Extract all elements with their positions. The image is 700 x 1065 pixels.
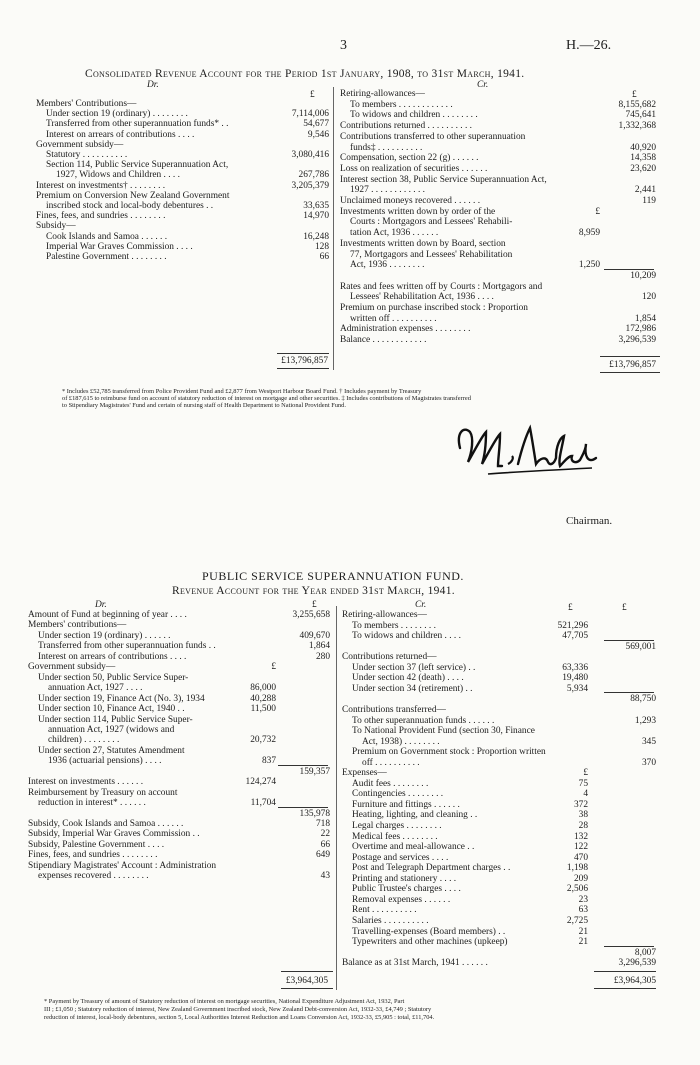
ca-right-entry-label: Lessees' Rehabilitation Act, 1936 . . . . (350, 292, 494, 303)
ps-right-entry-amount: 372 (573, 799, 588, 810)
ps-left-entry-label: Government subsidy— (28, 662, 116, 673)
ps-right-entry-label: Travelling-expenses (Board members) . . (352, 926, 506, 937)
ca-right-entry-amount: 1,854 (634, 313, 656, 324)
ps-left-entry-label: Transferred from other superannuation funds . . (38, 641, 216, 652)
ps-heading: PUBLIC SERVICE SUPERANNUATION FUND. (202, 569, 464, 583)
ca-left-total-rule-bottom (277, 368, 329, 369)
ca-footnote-2: of £187,615 to reimburse fund on account of statutory reduction of interest on mortgage and other securities. ‡ Includes contributions of Magistrates transferred (62, 395, 471, 402)
ps-right-entry-amount: 521,296 (557, 620, 588, 631)
ps-right-entry-label: Balance as at 31st March, 1941 . . . . . . (342, 958, 488, 969)
ca-dr-label: Dr. (147, 80, 159, 90)
ps-right-total-rule-top (594, 971, 656, 972)
ps-right-entry-amount: 75 (578, 778, 588, 789)
ca-right-entry-label: Contributions returned . . . . . . . . . . (340, 121, 473, 132)
ps-right-entry-label: Medical fees . . . . . . . . (352, 831, 438, 842)
ps-right-entry-amount: 2,725 (566, 915, 588, 926)
ps-left-entry-amount: 11,704 (250, 798, 276, 809)
ps-left-total: £3,964,305 (285, 976, 328, 986)
ca-left-entry-amount: 14,970 (303, 211, 329, 222)
ca-right-entry-label: Balance . . . . . . . . . . . . (340, 335, 427, 346)
ca-right-entry-amount: 2,441 (634, 185, 656, 196)
ca-right-entry-amount: 1,332,368 (618, 121, 656, 132)
ps-left-total-rule-top (281, 971, 333, 972)
ps-right-entry-label: To National Provident Fund (section 30, Finance (352, 726, 535, 737)
ca-left-entry-label: Cook Islands and Samoa . . . . . . (46, 231, 168, 242)
ps-right-entry-label: Removal expenses . . . . . . (352, 894, 451, 905)
ps-right-entry-label: Overtime and meal-allowance . . (352, 842, 475, 853)
ps-right-entry-amount: 21 (578, 926, 588, 937)
ca-left-entry-label: Interest on arrears of contributions . . . . (46, 129, 195, 140)
ps-left-entry-label: Under section 19, Finance Act (No. 3), 1934 (38, 693, 205, 704)
ps-right-entry-amount: 345 (641, 736, 656, 747)
ca-left-entry-label: Imperial War Graves Commission . . . . (46, 241, 193, 252)
ps-right-entry-label: Rent . . . . . . . . . . (352, 905, 417, 916)
ps-right-entry-label: Public Trustee's charges . . . . (352, 884, 461, 895)
ca-right-entry-label: 1927 . . . . . . . . . . . . (350, 185, 425, 196)
ps-right-entry-label: Under section 42 (death) . . . . (352, 673, 464, 684)
ca-left-entry-label: Interest on investments† . . . . . . . . (36, 180, 166, 191)
ca-right-entry-label: Interest section 38, Public Service Superannuation Act, (340, 174, 547, 185)
ps-right-entry-label: Under section 34 (retirement) . . (352, 683, 473, 694)
ca-left-pound-sign: £ (310, 90, 315, 100)
ps-right-entry-amount: 19,480 (562, 673, 588, 684)
ps-right-entry-amount: 5,934 (566, 683, 588, 694)
ps-left-entry-amount: 3,255,658 (292, 610, 330, 620)
ps-right-entry-amount: 370 (641, 757, 656, 768)
ca-right-pound-sign: £ (632, 90, 637, 100)
ps-left-entry-label: expenses recovered . . . . . . . . (38, 871, 149, 882)
ca-left-entry-label: 1927, Widows and Children . . . . (56, 170, 180, 181)
ps-right-entry-label: To members . . . . . . . . (352, 620, 436, 631)
ps-right-entry-amount: 47,705 (562, 631, 588, 642)
ca-cr-label: Cr. (477, 80, 489, 90)
ca-right-entry-label: funds‡ . . . . . . . . . . (350, 142, 423, 153)
ca-column-divider (333, 87, 334, 370)
page-number: 3 (340, 38, 347, 53)
ca-left-entry-amount: 33,635 (303, 201, 329, 211)
ca-right-entry-amount: £ (595, 206, 600, 217)
ps-left-entry-amount: 409,670 (299, 630, 330, 641)
ca-left-entry-label: inscribed stock and local-body debentures . . (46, 201, 214, 211)
ps-left-pound-sign: £ (312, 600, 317, 610)
ca-right-entry-amount: 3,296,539 (618, 335, 656, 346)
ps-left-subtotal-rule (278, 765, 328, 766)
ps-right-entry-amount: 8,007 (634, 947, 656, 958)
ca-left-total: £13,796,857 (281, 356, 328, 366)
ps-left-entry-amount: 11,500 (250, 704, 276, 715)
ps-left-entry-label: Interest on investments . . . . . . (28, 777, 144, 788)
ps-right-entry-amount: 132 (573, 831, 588, 842)
ca-left-entry-label: Statutory . . . . . . . . . . (46, 150, 128, 160)
ca-right-entry-label: Unclaimed moneys recovered . . . . . . (340, 196, 481, 206)
signatory-title: Chairman. (566, 515, 613, 527)
ps-right-entry-amount: 569,001 (625, 641, 656, 652)
ca-right-entry-label: Retiring-allowances— (340, 89, 425, 99)
ps-right-entry-amount: 28 (578, 821, 588, 831)
ca-left-entry-label: Members' Contributions— (36, 99, 137, 109)
ca-right-entry-label: Investments written down by Board, section (340, 238, 506, 249)
ca-right-entry-label: Premium on purchase inscribed stock : Proportion (340, 303, 528, 313)
ca-right-entry-amount: 10,209 (630, 270, 656, 281)
ca-right-entry-label: Act, 1936 . . . . . . . . (350, 260, 425, 271)
ca-right-entry-amount: 119 (642, 196, 656, 206)
ps-left-entry-amount: 20,732 (250, 735, 276, 746)
ca-left-entry-label: Under section 19 (ordinary) . . . . . . . . (46, 109, 188, 120)
ps-left-entry-amount: 40,288 (250, 693, 276, 704)
ps-right-entry-label: Expenses— (342, 768, 387, 779)
ca-left-entry-label: Premium on Conversion New Zealand Government (36, 190, 230, 201)
ps-left-entry-label: 1936 (actuarial pensions) . . . . (48, 756, 162, 767)
ca-right-entry-label: 77, Mortgagors and Lessees' Rehabilitation (350, 249, 513, 260)
ps-left-entry-label: annuation Act, 1927 . . . . (48, 683, 143, 694)
ps-right-pound-sign-2: £ (622, 603, 627, 613)
ps-right-entry-amount: £ (583, 768, 588, 779)
ca-right-entry-amount: 14,358 (630, 153, 656, 164)
ps-title: Revenue Account for the Year ended 31st March, 1941. (172, 585, 455, 597)
ca-right-total: £13,796,857 (609, 360, 656, 370)
ps-left-entry-label: Stipendiary Magistrates' Account : Administration (28, 860, 217, 871)
ps-left-entry-label: Under section 19 (ordinary) . . . . . . (38, 630, 171, 641)
ps-left-entry-label: Under section 27, Statutes Amendment (38, 745, 185, 756)
ps-right-entry-label: Retiring-allowances— (342, 610, 427, 620)
ca-right-entry-amount: 40,920 (630, 142, 656, 153)
ca-right-entry-label: Courts : Mortgagors and Lessees' Rehabili- (350, 217, 513, 228)
ca-right-entry-amount: 23,620 (630, 163, 656, 174)
ps-left-entry-amount: 280 (315, 651, 330, 662)
ca-left-entry-label: Subsidy— (36, 221, 76, 232)
ps-left-entry-label: children) . . . . . . . . (48, 735, 120, 746)
ps-right-total-rule-bottom (594, 988, 656, 989)
ps-left-entry-label: Interest on arrears of contributions . . . . (38, 651, 187, 662)
ps-left-entry-label: Under section 10, Finance Act, 1940 . . (38, 704, 185, 715)
ca-footnote-3: to Stipendiary Magistrates' Fund and certain of nursing staff of Health Department to National Provident Fund. (62, 402, 346, 409)
ca-right-entry-label: Rates and fees written off by Courts : Mortgagors and (340, 281, 543, 292)
ca-left-entry-label: Government subsidy— (36, 139, 124, 150)
ca-left-entry-label: Fines, fees, and sundries . . . . . . . . (36, 211, 166, 222)
ps-left-entry-amount: 66 (320, 839, 330, 850)
ps-right-entry-label: Typewriters and other machines (upkeep) (352, 937, 508, 948)
ps-right-entry-label: To widows and children . . . . (352, 631, 461, 642)
ps-right-subtotal-rule (604, 640, 654, 641)
ps-left-entry-amount: 22 (320, 829, 330, 840)
ps-right-total: £3,964,305 (613, 976, 656, 986)
ps-right-entry-label: Post and Telegraph Department charges . . (352, 863, 511, 874)
ps-left-entry-amount: 1,864 (308, 641, 330, 652)
ca-left-entry-amount: 267,786 (298, 170, 329, 181)
ca-right-total-rule-top (600, 356, 660, 357)
ps-left-entry-label: Fines, fees, and sundries . . . . . . . . (28, 850, 158, 861)
ps-left-entry-label: Subsidy, Imperial War Graves Commission . . (28, 829, 200, 840)
ps-right-entry-label: Heating, lighting, and cleaning . . (352, 810, 478, 821)
ca-right-entry-label: Contributions transferred to other superannuation (340, 131, 526, 142)
ps-right-entry-label: Contributions returned— (342, 652, 437, 663)
ca-right-entry-label: Administration expenses . . . . . . . . (340, 324, 471, 335)
ps-left-entry-label: Under section 50, Public Service Super- (38, 672, 189, 683)
ps-left-entry-amount: 649 (315, 850, 330, 861)
chairman-signature (452, 418, 607, 488)
ps-right-entry-amount: 63 (578, 905, 588, 916)
ps-right-entry-label: Under section 37 (left service) . . (352, 662, 476, 673)
ps-left-entry-label: annuation Act, 1927 (widows and (48, 724, 175, 735)
ps-left-entry-label: Amount of Fund at beginning of year . . . . (28, 610, 187, 620)
ps-right-entry-label: Premium on Government stock : Proportion written (352, 747, 546, 758)
ps-left-entry-label: Under section 114, Public Service Super- (38, 714, 193, 725)
ps-footnote-2: III ; £1,050 ; Statutory reduction of interest, New Zealand Government inscribed stock, New Zealand Debt-conversion Act, 1932-33, £4,749 ; Statutory (44, 1006, 432, 1013)
ps-left-entry-label: Members' contributions— (28, 620, 127, 631)
ps-right-entry-label: Salaries . . . . . . . . . . (352, 915, 429, 926)
ca-left-entry-amount: 54,677 (303, 119, 329, 130)
ps-right-entry-label: Postage and services . . . . (352, 852, 449, 863)
ca-right-total-rule-bottom (600, 372, 660, 373)
ca-left-entry-amount: 7,114,006 (291, 109, 329, 120)
ps-right-entry-amount: 209 (573, 873, 588, 884)
ps-left-entry-amount: 135,978 (299, 808, 330, 819)
ps-right-entry-amount: 88,750 (630, 694, 656, 705)
ps-footnote-1: * Payment by Treasury of amount of Statutory reduction of interest on mortgage securities, National Expenditure Adjustment Act, 1932, Part (44, 998, 405, 1005)
ca-right-entry-label: written off . . . . . . . . . . (350, 313, 437, 324)
ps-left-total-rule-bottom (281, 988, 333, 989)
ca-right-entry-amount: 1,250 (578, 260, 600, 271)
ps-right-entry-amount: 470 (573, 852, 588, 863)
ps-right-entry-label: Contingencies . . . . . . . . (352, 789, 444, 800)
ps-right-entry-label: Printing and stationery . . . . (352, 873, 457, 884)
ps-right-entry-amount: 2,506 (566, 884, 588, 895)
ca-right-entry-amount: 8,959 (578, 228, 600, 239)
ca-right-entry-amount: 8,155,682 (618, 99, 656, 110)
ca-right-entry-label: Investments written down by order of the (340, 206, 496, 217)
ca-right-entry-amount: 172,986 (625, 324, 656, 335)
ps-left-entry-amount: 43 (320, 871, 330, 882)
ps-right-entry-amount: 122 (573, 842, 588, 853)
ca-left-entry-amount: 128 (314, 241, 329, 252)
ca-right-entry-label: To widows and children . . . . . . . . (350, 110, 478, 121)
ps-left-entry-label: reduction in interest* . . . . . . (38, 798, 146, 809)
ps-right-subtotal-rule (604, 946, 654, 947)
ca-left-entry-amount: 9,546 (307, 129, 329, 140)
ps-right-entry-amount: 3,296,539 (618, 958, 656, 969)
ca-footnote-1: * Includes £52,785 transferred from Police Provident Fund and £2,877 from Westport Harbour Board Fund. † Includes payment by Treasury (62, 388, 422, 395)
ps-right-entry-amount: 23 (578, 894, 588, 905)
ps-dr-label: Dr. (95, 600, 107, 610)
ca-right-entry-amount: 120 (641, 292, 656, 303)
ps-right-pound-sign-1: £ (568, 603, 573, 613)
ps-left-entry-amount: £ (271, 662, 276, 673)
ca-right-entry-amount: 745,641 (625, 110, 656, 121)
ps-right-entry-amount: 38 (578, 810, 588, 821)
ps-right-entry-amount: 63,336 (562, 662, 588, 673)
ps-right-entry-amount: 4 (583, 789, 588, 800)
ca-left-entry-amount: 16,248 (303, 231, 329, 242)
ps-right-entry-label: Furniture and fittings . . . . . . (352, 799, 460, 810)
ca-left-entry-label: Transferred from other superannuation funds* . . (46, 119, 229, 130)
ps-left-entry-amount: 86,000 (250, 683, 276, 694)
ca-right-entry-label: tation Act, 1936 . . . . . . (350, 228, 439, 239)
ps-right-entry-amount: 1,198 (566, 863, 588, 874)
ps-right-entry-label: Legal charges . . . . . . . . (352, 821, 442, 831)
document-reference: H.—26. (566, 38, 612, 53)
ps-left-entry-amount: 124,274 (245, 777, 276, 788)
ps-left-entry-label: Subsidy, Palestine Government . . . . (28, 839, 165, 850)
ca-right-entry-label: To members . . . . . . . . . . . . (350, 99, 453, 110)
ps-left-entry-amount: 159,357 (299, 766, 330, 777)
ca-left-entry-amount: 3,080,416 (291, 150, 329, 160)
ps-right-entry-label: Audit fees . . . . . . . . (352, 778, 429, 789)
ps-right-entry-amount: 21 (578, 937, 588, 948)
ca-left-entry-amount: 66 (319, 252, 329, 262)
ps-right-entry-amount: 1,293 (634, 715, 656, 726)
ps-right-entry-label: Contributions transferred— (342, 704, 446, 715)
ps-left-entry-label: Reimbursement by Treasury on account (28, 787, 178, 798)
ca-right-subtotal-rule (604, 269, 654, 270)
ca-right-entry-label: Compensation, section 22 (g) . . . . . . (340, 153, 479, 164)
ps-right-entry-label: To other superannuation funds . . . . . . (352, 715, 495, 726)
ps-left-subtotal-rule (278, 807, 328, 808)
ps-column-divider (336, 606, 337, 990)
ps-left-entry-amount: 837 (261, 756, 276, 767)
ps-right-subtotal-rule (604, 692, 654, 693)
consolidated-account-title: Consolidated Revenue Account for the Period 1st January, 1908, to 31st March, 1941. (85, 68, 525, 80)
ps-left-entry-label: Subsidy, Cook Islands and Samoa . . . . . . (28, 819, 184, 829)
ca-right-entry-label: Loss on realization of securities . . . . . . (340, 163, 488, 174)
ps-left-entry-amount: 718 (315, 819, 330, 829)
ps-footnote-3: reduction of interest, local-body debentures, section 5, Local Authorities Interest Reduction and Loans Conversion Act, 1932-33, £5,905 : total, £11,704. (44, 1014, 435, 1021)
ps-right-entry-label: off . . . . . . . . . . (362, 757, 420, 768)
ca-left-entry-label: Palestine Government . . . . . . . . (46, 252, 167, 262)
ca-left-total-rule-top (277, 353, 329, 354)
ca-left-entry-amount: 3,205,379 (291, 180, 329, 191)
ps-cr-label: Cr. (415, 600, 427, 610)
ps-right-entry-label: Act, 1938) . . . . . . . . (362, 736, 440, 747)
ca-left-entry-label: Section 114, Public Service Superannuation Act, (46, 160, 229, 171)
